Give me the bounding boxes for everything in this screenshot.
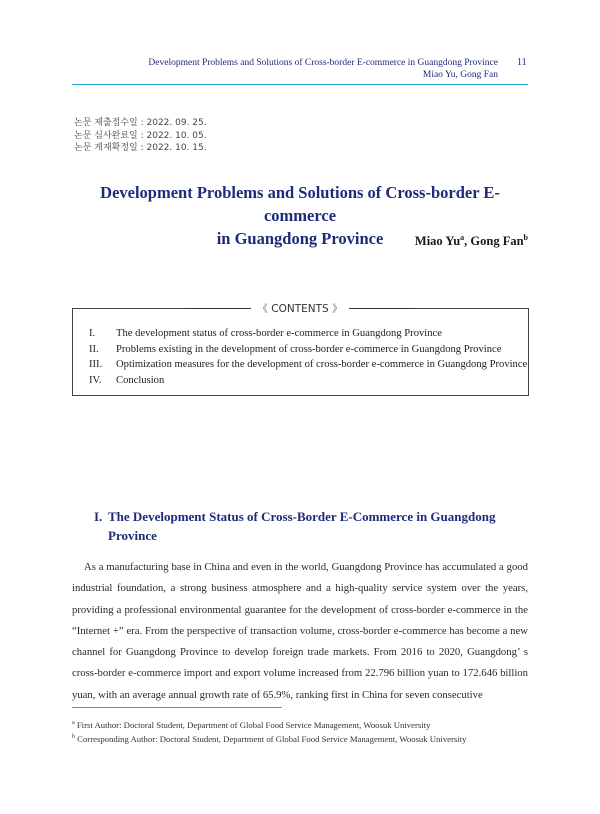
author-affiliation-mark: a	[460, 233, 465, 242]
page-number: 11	[517, 57, 527, 68]
contents-list	[89, 326, 527, 388]
contents-box	[72, 308, 529, 396]
contents-heading: 《 CONTENTS 》	[0, 299, 600, 317]
running-header-authors: Miao Yu, Gong Fan	[422, 70, 498, 80]
article-title: Development Problems and Solutions of Cross-border E-commerce in Guangdong Province	[100, 183, 500, 248]
date-row-submitted: 논문 제출접수일 : 2022. 09. 25.	[74, 118, 207, 128]
author-name: Miao Yu	[414, 234, 461, 249]
running-header-title: Development Problems and Solutions of Cross-border E-commerce in Guangdong Province	[148, 58, 498, 68]
header-rule	[72, 84, 528, 85]
article-authors: Miao Yu$^a$, Gong Fan$^b$	[414, 233, 528, 249]
date-row-accepted: 논문 게재확정일 : 2022. 10. 15.	[74, 143, 207, 154]
running-header	[148, 57, 498, 81]
footnote-rule	[72, 707, 282, 708]
contents-item: III. Optimization measures for the development of cross-border e-commerce in Guangdong Province	[89, 359, 528, 370]
author-affiliation-mark: b	[523, 233, 528, 242]
section-number: I.	[94, 509, 103, 524]
section-heading: I. The Development Status of Cross-Border E-Commerce in Guangdong Province	[94, 509, 496, 543]
submission-dates	[74, 117, 207, 155]
author-name: Gong Fan	[470, 234, 524, 249]
footnotes	[72, 717, 466, 746]
footnote: $^a$ First Author: Doctoral Student, Department of Global Food Service Management, Woosuk University	[72, 719, 431, 730]
contents-item: I. The development status of cross-border e-commerce in Guangdong Province	[89, 328, 442, 339]
body-paragraph: As a manufacturing base in China and even in the world, Guangdong Province has accumulated a good industrial foundation, a strong business atmosphere and a high-quality service system over the years, providing a professional environmental guarantee for the development of cross-border e-commerce in the “Internet +” era. From the perspective of transaction volume, cross-border e-commerce has become a new channel for Guangdong Province to develop foreign trade markets. From 2016 to 2020, Guangdong’ s cross-border e-commerce import and export volume increased from 22.796 billion yuan to 172.646 billion yuan, with an average annual growth rate of 65.9%, ranking first in China for seven consecutive	[72, 561, 528, 701]
date-row-reviewed: 논문 심사완료일 : 2022. 10. 05.	[74, 130, 207, 141]
contents-item: IV. Conclusion	[89, 374, 165, 386]
footnote: $^b$ Corresponding Author: Doctoral Student, Department of Global Food Service Management, Woosuk University	[72, 734, 467, 745]
contents-item: II. Problems existing in the development of cross-border e-commerce in Guangdong Province	[89, 343, 502, 355]
